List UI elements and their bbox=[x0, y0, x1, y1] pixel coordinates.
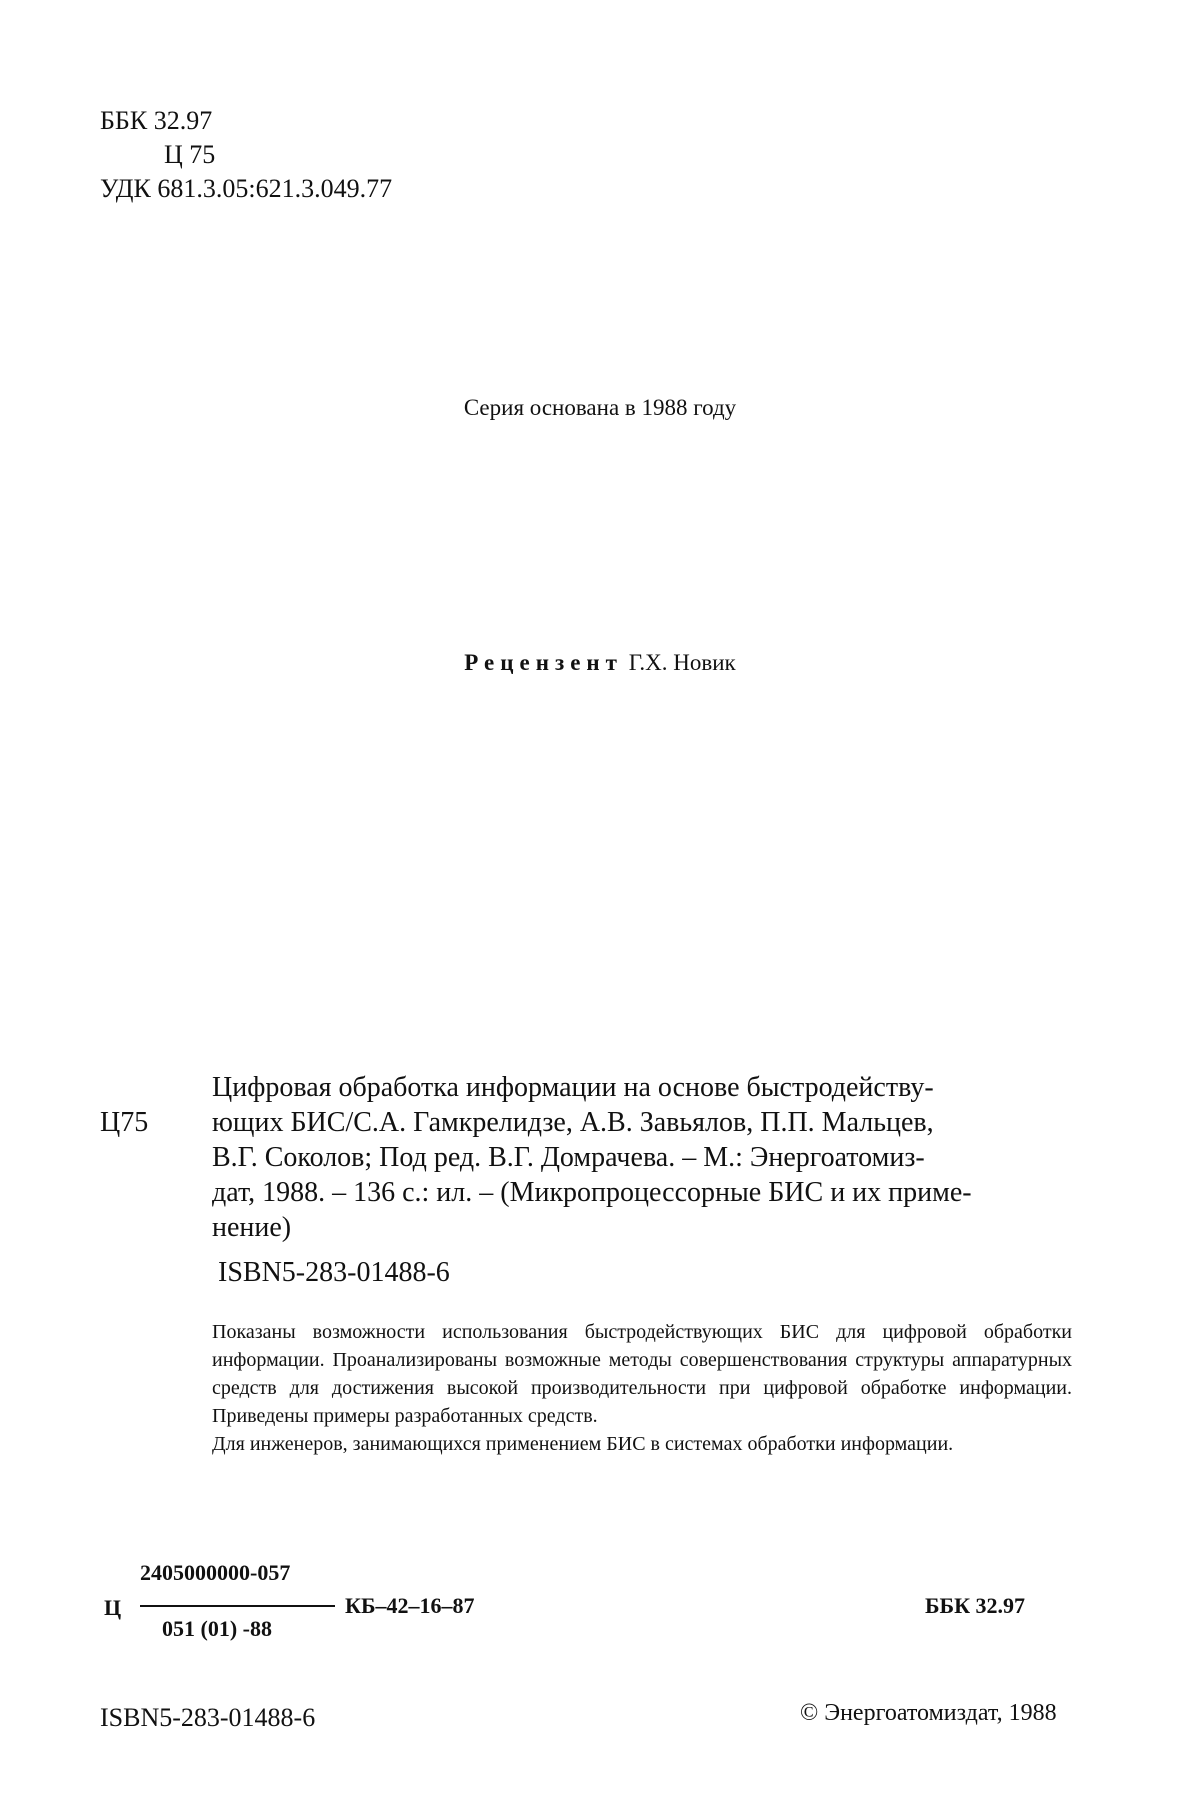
annotation-paragraph-2: Для инженеров, занимающихся применением БИС в системах обработки информации. bbox=[212, 1433, 954, 1455]
bibliographic-record bbox=[100, 1070, 1072, 1290]
reviewer-line bbox=[0, 650, 1200, 676]
annotation bbox=[212, 1318, 1072, 1458]
reviewer-name: Г.Х. Новик bbox=[628, 650, 736, 675]
bbk-udk-block bbox=[100, 104, 392, 206]
series-note: Серия основана в 1988 году bbox=[463, 395, 737, 420]
biblio-line-1: Цифровая обработка информации на основе быстродейству- bbox=[212, 1072, 934, 1103]
biblio-line-3: В.Г. Соколов; Под ред. В.Г. Домрачева. – М.: Энергоатомиз- bbox=[212, 1142, 925, 1173]
bbk-code: ББК 32.97 bbox=[100, 106, 213, 135]
biblio-line-5: нение) bbox=[212, 1212, 292, 1243]
catalog-numerator: 2405000000-057 bbox=[140, 1560, 291, 1585]
copyright: © Энергоатомиздат, 1988 bbox=[800, 1700, 1057, 1726]
author-mark: Ц 75 bbox=[164, 140, 216, 169]
catalog-kb: КБ–42–16–87 bbox=[345, 1593, 475, 1618]
udk-code: УДК 681.3.05:621.3.049.77 bbox=[100, 174, 393, 203]
biblio-code: Ц75 bbox=[100, 1107, 149, 1138]
biblio-line-4: дат, 1988. – 136 с.: ил. – (Микропроцессорные БИС и их приме- bbox=[212, 1177, 972, 1208]
catalog-denominator: 051 (01) -88 bbox=[162, 1616, 272, 1641]
fraction-bar bbox=[140, 1605, 335, 1607]
catalog-letter: Ц bbox=[104, 1595, 122, 1620]
reviewer-label: Рецензент bbox=[464, 650, 623, 675]
biblio-isbn: ISBN5-283-01488-6 bbox=[218, 1257, 450, 1288]
bbk-bottom: ББК 32.97 bbox=[925, 1593, 1026, 1618]
annotation-paragraph-1: Показаны возможности использования быстродействующих БИС для цифровой обработки информации. Проанализированы возможные методы совершенствования структуры аппаратурных средств для достижения высокой производительности при цифровой обработке информации. Приведены примеры разработанных средств. bbox=[212, 1321, 1072, 1427]
biblio-line-2: ющих БИС/С.А. Гамкрелидзе, А.В. Завьялов, П.П. Мальцев, bbox=[212, 1107, 934, 1138]
isbn-bottom: ISBN5-283-01488-6 bbox=[100, 1703, 316, 1732]
